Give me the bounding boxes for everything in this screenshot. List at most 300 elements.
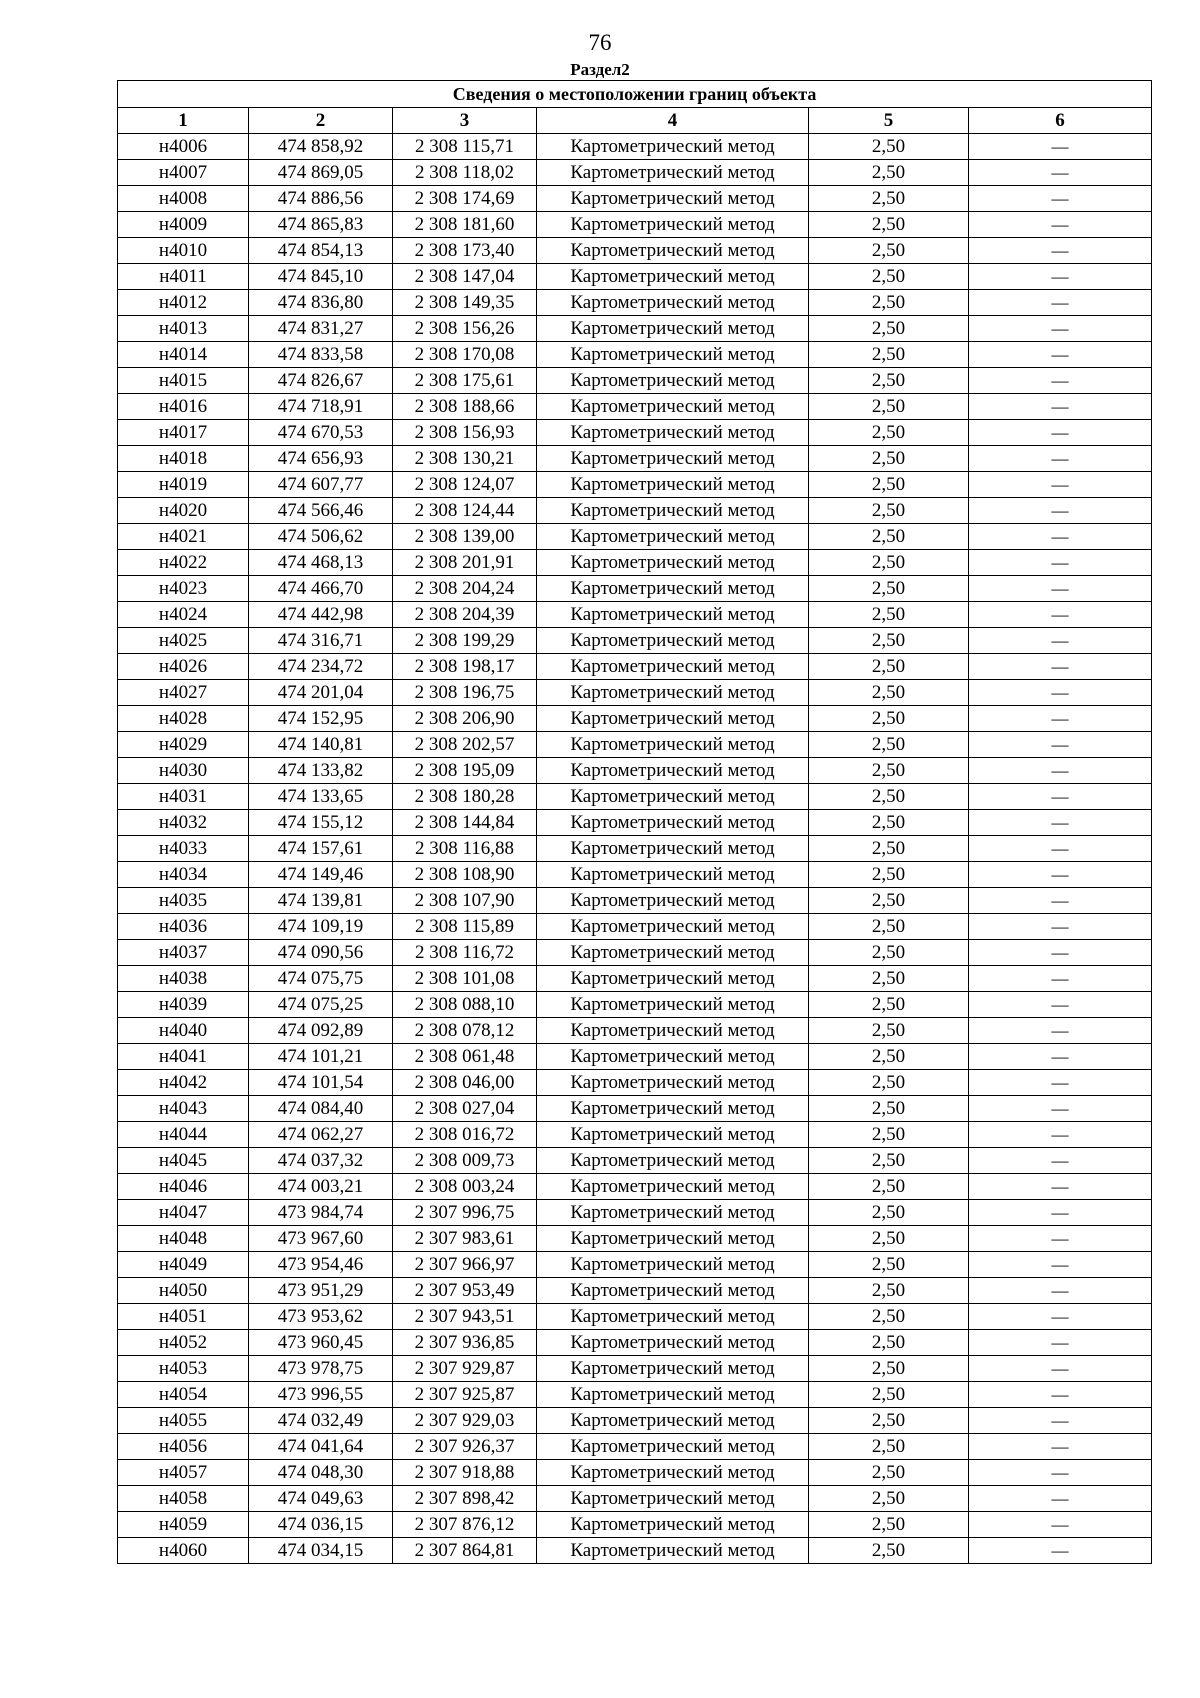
point-id-cell: н4023	[118, 576, 249, 602]
point-id-cell: н4038	[118, 966, 249, 992]
x-coordinate-cell: 474 032,49	[249, 1408, 393, 1434]
table-row	[118, 706, 1152, 732]
method-cell: Картометрический метод	[537, 706, 809, 732]
column-header: 6	[969, 108, 1152, 134]
y-coordinate-cell: 2 308 130,21	[393, 446, 537, 472]
accuracy-cell: 2,50	[809, 992, 969, 1018]
point-id-cell: н4044	[118, 1122, 249, 1148]
table-row	[118, 628, 1152, 654]
y-coordinate-cell: 2 308 174,69	[393, 186, 537, 212]
accuracy-cell: 2,50	[809, 290, 969, 316]
point-id-cell: н4056	[118, 1434, 249, 1460]
point-id-cell: н4042	[118, 1070, 249, 1096]
y-coordinate-cell: 2 307 898,42	[393, 1486, 537, 1512]
point-id-cell: н4028	[118, 706, 249, 732]
method-cell: Картометрический метод	[537, 576, 809, 602]
description-cell: —	[969, 550, 1152, 576]
y-coordinate-cell: 2 308 016,72	[393, 1122, 537, 1148]
description-cell: —	[969, 264, 1152, 290]
description-cell: —	[969, 134, 1152, 160]
x-coordinate-cell: 474 149,46	[249, 862, 393, 888]
method-cell: Картометрический метод	[537, 1044, 809, 1070]
table-row	[118, 992, 1152, 1018]
y-coordinate-cell: 2 308 188,66	[393, 394, 537, 420]
table-row	[118, 1512, 1152, 1538]
method-cell: Картометрический метод	[537, 1408, 809, 1434]
y-coordinate-cell: 2 308 027,04	[393, 1096, 537, 1122]
description-cell: —	[969, 186, 1152, 212]
description-cell: —	[969, 1356, 1152, 1382]
point-id-cell: н4051	[118, 1304, 249, 1330]
y-coordinate-cell: 2 308 144,84	[393, 810, 537, 836]
description-cell: —	[969, 1044, 1152, 1070]
method-cell: Картометрический метод	[537, 732, 809, 758]
table-row	[118, 1252, 1152, 1278]
description-cell: —	[969, 940, 1152, 966]
y-coordinate-cell: 2 308 078,12	[393, 1018, 537, 1044]
x-coordinate-cell: 473 978,75	[249, 1356, 393, 1382]
method-cell: Картометрический метод	[537, 1304, 809, 1330]
point-id-cell: н4008	[118, 186, 249, 212]
description-cell: —	[969, 862, 1152, 888]
y-coordinate-cell: 2 308 149,35	[393, 290, 537, 316]
accuracy-cell: 2,50	[809, 654, 969, 680]
point-id-cell: н4011	[118, 264, 249, 290]
point-id-cell: н4035	[118, 888, 249, 914]
method-cell: Картометрический метод	[537, 342, 809, 368]
method-cell: Картометрический метод	[537, 784, 809, 810]
description-cell: —	[969, 290, 1152, 316]
accuracy-cell: 2,50	[809, 1408, 969, 1434]
accuracy-cell: 2,50	[809, 1070, 969, 1096]
accuracy-cell: 2,50	[809, 368, 969, 394]
description-cell: —	[969, 914, 1152, 940]
accuracy-cell: 2,50	[809, 1096, 969, 1122]
method-cell: Картометрический метод	[537, 810, 809, 836]
accuracy-cell: 2,50	[809, 914, 969, 940]
y-coordinate-cell: 2 307 953,49	[393, 1278, 537, 1304]
x-coordinate-cell: 474 075,75	[249, 966, 393, 992]
point-id-cell: н4021	[118, 524, 249, 550]
table-row	[118, 290, 1152, 316]
y-coordinate-cell: 2 307 925,87	[393, 1382, 537, 1408]
x-coordinate-cell: 474 152,95	[249, 706, 393, 732]
y-coordinate-cell: 2 307 943,51	[393, 1304, 537, 1330]
y-coordinate-cell: 2 308 139,00	[393, 524, 537, 550]
column-header: 4	[537, 108, 809, 134]
y-coordinate-cell: 2 307 983,61	[393, 1226, 537, 1252]
method-cell: Картометрический метод	[537, 992, 809, 1018]
method-cell: Картометрический метод	[537, 368, 809, 394]
description-cell: —	[969, 810, 1152, 836]
y-coordinate-cell: 2 307 929,03	[393, 1408, 537, 1434]
x-coordinate-cell: 474 836,80	[249, 290, 393, 316]
table-row	[118, 914, 1152, 940]
accuracy-cell: 2,50	[809, 966, 969, 992]
table-row	[118, 498, 1152, 524]
description-cell: —	[969, 342, 1152, 368]
accuracy-cell: 2,50	[809, 420, 969, 446]
table-row	[118, 654, 1152, 680]
point-id-cell: н4020	[118, 498, 249, 524]
table-row	[118, 836, 1152, 862]
accuracy-cell: 2,50	[809, 342, 969, 368]
accuracy-cell: 2,50	[809, 758, 969, 784]
y-coordinate-cell: 2 308 206,90	[393, 706, 537, 732]
table-row	[118, 966, 1152, 992]
method-cell: Картометрический метод	[537, 264, 809, 290]
x-coordinate-cell: 474 607,77	[249, 472, 393, 498]
description-cell: —	[969, 524, 1152, 550]
description-cell: —	[969, 602, 1152, 628]
y-coordinate-cell: 2 308 009,73	[393, 1148, 537, 1174]
table-row	[118, 576, 1152, 602]
description-cell: —	[969, 1278, 1152, 1304]
table-row	[118, 888, 1152, 914]
point-id-cell: н4043	[118, 1096, 249, 1122]
x-coordinate-cell: 474 858,92	[249, 134, 393, 160]
accuracy-cell: 2,50	[809, 1434, 969, 1460]
x-coordinate-cell: 474 826,67	[249, 368, 393, 394]
description-cell: —	[969, 1096, 1152, 1122]
description-cell: —	[969, 498, 1152, 524]
y-coordinate-cell: 2 308 181,60	[393, 212, 537, 238]
y-coordinate-cell: 2 308 204,39	[393, 602, 537, 628]
description-cell: —	[969, 836, 1152, 862]
table-row	[118, 1304, 1152, 1330]
description-cell: —	[969, 420, 1152, 446]
y-coordinate-cell: 2 308 108,90	[393, 862, 537, 888]
y-coordinate-cell: 2 308 118,02	[393, 160, 537, 186]
description-cell: —	[969, 758, 1152, 784]
point-id-cell: н4039	[118, 992, 249, 1018]
method-cell: Картометрический метод	[537, 316, 809, 342]
description-cell: —	[969, 160, 1152, 186]
method-cell: Картометрический метод	[537, 654, 809, 680]
point-id-cell: н4032	[118, 810, 249, 836]
description-cell: —	[969, 680, 1152, 706]
description-cell: —	[969, 1486, 1152, 1512]
y-coordinate-cell: 2 308 173,40	[393, 238, 537, 264]
point-id-cell: н4046	[118, 1174, 249, 1200]
y-coordinate-cell: 2 307 929,87	[393, 1356, 537, 1382]
x-coordinate-cell: 474 656,93	[249, 446, 393, 472]
accuracy-cell: 2,50	[809, 784, 969, 810]
table-row	[118, 238, 1152, 264]
description-cell: —	[969, 706, 1152, 732]
accuracy-cell: 2,50	[809, 1252, 969, 1278]
point-id-cell: н4025	[118, 628, 249, 654]
y-coordinate-cell: 2 308 156,93	[393, 420, 537, 446]
table-row	[118, 1148, 1152, 1174]
accuracy-cell: 2,50	[809, 1460, 969, 1486]
description-cell: —	[969, 1174, 1152, 1200]
point-id-cell: н4007	[118, 160, 249, 186]
description-cell: —	[969, 1252, 1152, 1278]
table-row	[118, 472, 1152, 498]
x-coordinate-cell: 474 854,13	[249, 238, 393, 264]
method-cell: Картометрический метод	[537, 1330, 809, 1356]
y-coordinate-cell: 2 308 124,07	[393, 472, 537, 498]
x-coordinate-cell: 474 201,04	[249, 680, 393, 706]
y-coordinate-cell: 2 308 061,48	[393, 1044, 537, 1070]
description-cell: —	[969, 1226, 1152, 1252]
method-cell: Картометрический метод	[537, 446, 809, 472]
table-row	[118, 1226, 1152, 1252]
table-row	[118, 602, 1152, 628]
table-row	[118, 134, 1152, 160]
method-cell: Картометрический метод	[537, 888, 809, 914]
table-row	[118, 420, 1152, 446]
accuracy-cell: 2,50	[809, 732, 969, 758]
y-coordinate-cell: 2 308 201,91	[393, 550, 537, 576]
method-cell: Картометрический метод	[537, 550, 809, 576]
point-id-cell: н4024	[118, 602, 249, 628]
accuracy-cell: 2,50	[809, 134, 969, 160]
method-cell: Картометрический метод	[537, 836, 809, 862]
method-cell: Картометрический метод	[537, 1512, 809, 1538]
y-coordinate-cell: 2 307 966,97	[393, 1252, 537, 1278]
method-cell: Картометрический метод	[537, 862, 809, 888]
y-coordinate-cell: 2 307 918,88	[393, 1460, 537, 1486]
page-number: 76	[588, 30, 612, 55]
x-coordinate-cell: 473 951,29	[249, 1278, 393, 1304]
column-header: 3	[393, 108, 537, 134]
x-coordinate-cell: 474 101,21	[249, 1044, 393, 1070]
x-coordinate-cell: 474 466,70	[249, 576, 393, 602]
description-cell: —	[969, 654, 1152, 680]
x-coordinate-cell: 474 133,82	[249, 758, 393, 784]
accuracy-cell: 2,50	[809, 1148, 969, 1174]
description-cell: —	[969, 1382, 1152, 1408]
accuracy-cell: 2,50	[809, 602, 969, 628]
method-cell: Картометрический метод	[537, 1226, 809, 1252]
point-id-cell: н4037	[118, 940, 249, 966]
method-cell: Картометрический метод	[537, 628, 809, 654]
point-id-cell: н4030	[118, 758, 249, 784]
point-id-cell: н4019	[118, 472, 249, 498]
y-coordinate-cell: 2 308 116,72	[393, 940, 537, 966]
accuracy-cell: 2,50	[809, 1278, 969, 1304]
y-coordinate-cell: 2 307 996,75	[393, 1200, 537, 1226]
method-cell: Картометрический метод	[537, 940, 809, 966]
x-coordinate-cell: 474 084,40	[249, 1096, 393, 1122]
point-id-cell: н4012	[118, 290, 249, 316]
description-cell: —	[969, 732, 1152, 758]
accuracy-cell: 2,50	[809, 628, 969, 654]
table-row	[118, 1434, 1152, 1460]
description-cell: —	[969, 1538, 1152, 1564]
accuracy-cell: 2,50	[809, 1382, 969, 1408]
accuracy-cell: 2,50	[809, 394, 969, 420]
x-coordinate-cell: 474 833,58	[249, 342, 393, 368]
description-cell: —	[969, 1512, 1152, 1538]
y-coordinate-cell: 2 308 196,75	[393, 680, 537, 706]
accuracy-cell: 2,50	[809, 706, 969, 732]
description-cell: —	[969, 394, 1152, 420]
accuracy-cell: 2,50	[809, 1304, 969, 1330]
point-id-cell: н4017	[118, 420, 249, 446]
method-cell: Картометрический метод	[537, 1070, 809, 1096]
table-row	[118, 1122, 1152, 1148]
description-cell: —	[969, 992, 1152, 1018]
table-row	[118, 1200, 1152, 1226]
point-id-cell: н4029	[118, 732, 249, 758]
method-cell: Картометрический метод	[537, 1096, 809, 1122]
x-coordinate-cell: 474 865,83	[249, 212, 393, 238]
accuracy-cell: 2,50	[809, 160, 969, 186]
method-cell: Картометрический метод	[537, 524, 809, 550]
accuracy-cell: 2,50	[809, 186, 969, 212]
table-row	[118, 264, 1152, 290]
x-coordinate-cell: 474 101,54	[249, 1070, 393, 1096]
point-id-cell: н4006	[118, 134, 249, 160]
y-coordinate-cell: 2 307 926,37	[393, 1434, 537, 1460]
accuracy-cell: 2,50	[809, 264, 969, 290]
accuracy-cell: 2,50	[809, 550, 969, 576]
x-coordinate-cell: 474 003,21	[249, 1174, 393, 1200]
point-id-cell: н4015	[118, 368, 249, 394]
y-coordinate-cell: 2 308 204,24	[393, 576, 537, 602]
description-cell: —	[969, 1408, 1152, 1434]
accuracy-cell: 2,50	[809, 1174, 969, 1200]
x-coordinate-cell: 474 566,46	[249, 498, 393, 524]
table-row	[118, 1096, 1152, 1122]
description-cell: —	[969, 1148, 1152, 1174]
description-cell: —	[969, 446, 1152, 472]
x-coordinate-cell: 474 869,05	[249, 160, 393, 186]
accuracy-cell: 2,50	[809, 1122, 969, 1148]
method-cell: Картометрический метод	[537, 1356, 809, 1382]
description-cell: —	[969, 888, 1152, 914]
method-cell: Картометрический метод	[537, 1538, 809, 1564]
x-coordinate-cell: 474 075,25	[249, 992, 393, 1018]
x-coordinate-cell: 473 954,46	[249, 1252, 393, 1278]
accuracy-cell: 2,50	[809, 472, 969, 498]
description-cell: —	[969, 1070, 1152, 1096]
accuracy-cell: 2,50	[809, 498, 969, 524]
description-cell: —	[969, 212, 1152, 238]
table-row	[118, 1486, 1152, 1512]
y-coordinate-cell: 2 308 202,57	[393, 732, 537, 758]
y-coordinate-cell: 2 308 115,71	[393, 134, 537, 160]
method-cell: Картометрический метод	[537, 420, 809, 446]
y-coordinate-cell: 2 308 175,61	[393, 368, 537, 394]
x-coordinate-cell: 474 845,10	[249, 264, 393, 290]
method-cell: Картометрический метод	[537, 1200, 809, 1226]
table-row	[118, 524, 1152, 550]
accuracy-cell: 2,50	[809, 836, 969, 862]
description-cell: —	[969, 472, 1152, 498]
description-cell: —	[969, 966, 1152, 992]
x-coordinate-cell: 474 831,27	[249, 316, 393, 342]
accuracy-cell: 2,50	[809, 1226, 969, 1252]
table-body	[118, 134, 1152, 1564]
x-coordinate-cell: 474 234,72	[249, 654, 393, 680]
x-coordinate-cell: 474 468,13	[249, 550, 393, 576]
accuracy-cell: 2,50	[809, 1018, 969, 1044]
point-id-cell: н4031	[118, 784, 249, 810]
point-id-cell: н4057	[118, 1460, 249, 1486]
x-coordinate-cell: 473 960,45	[249, 1330, 393, 1356]
column-header: 5	[809, 108, 969, 134]
description-cell: —	[969, 1434, 1152, 1460]
table-row	[118, 212, 1152, 238]
x-coordinate-cell: 474 139,81	[249, 888, 393, 914]
x-coordinate-cell: 474 090,56	[249, 940, 393, 966]
table-row	[118, 1278, 1152, 1304]
table-row	[118, 862, 1152, 888]
table-row	[118, 1538, 1152, 1564]
method-cell: Картометрический метод	[537, 966, 809, 992]
description-cell: —	[969, 1304, 1152, 1330]
table-row	[118, 1070, 1152, 1096]
y-coordinate-cell: 2 308 101,08	[393, 966, 537, 992]
table-row	[118, 1356, 1152, 1382]
point-id-cell: н4059	[118, 1512, 249, 1538]
point-id-cell: н4060	[118, 1538, 249, 1564]
table-row	[118, 1330, 1152, 1356]
table-row	[118, 550, 1152, 576]
point-id-cell: н4049	[118, 1252, 249, 1278]
point-id-cell: н4009	[118, 212, 249, 238]
x-coordinate-cell: 473 996,55	[249, 1382, 393, 1408]
x-coordinate-cell: 474 034,15	[249, 1538, 393, 1564]
method-cell: Картометрический метод	[537, 1148, 809, 1174]
table-row	[118, 784, 1152, 810]
table-row	[118, 732, 1152, 758]
point-id-cell: н4048	[118, 1226, 249, 1252]
method-cell: Картометрический метод	[537, 1434, 809, 1460]
accuracy-cell: 2,50	[809, 680, 969, 706]
x-coordinate-cell: 474 506,62	[249, 524, 393, 550]
accuracy-cell: 2,50	[809, 1330, 969, 1356]
point-id-cell: н4027	[118, 680, 249, 706]
y-coordinate-cell: 2 308 180,28	[393, 784, 537, 810]
table-caption: Сведения о местоположении границ объекта	[118, 81, 1152, 108]
x-coordinate-cell: 474 048,30	[249, 1460, 393, 1486]
method-cell: Картометрический метод	[537, 472, 809, 498]
point-id-cell: н4026	[118, 654, 249, 680]
y-coordinate-cell: 2 307 864,81	[393, 1538, 537, 1564]
x-coordinate-cell: 474 133,65	[249, 784, 393, 810]
description-cell: —	[969, 1460, 1152, 1486]
accuracy-cell: 2,50	[809, 316, 969, 342]
accuracy-cell: 2,50	[809, 446, 969, 472]
point-id-cell: н4013	[118, 316, 249, 342]
y-coordinate-cell: 2 308 156,26	[393, 316, 537, 342]
method-cell: Картометрический метод	[537, 238, 809, 264]
point-id-cell: н4036	[118, 914, 249, 940]
boundary-points-table	[117, 80, 1152, 1564]
table-row	[118, 810, 1152, 836]
accuracy-cell: 2,50	[809, 524, 969, 550]
method-cell: Картометрический метод	[537, 394, 809, 420]
description-cell: —	[969, 576, 1152, 602]
accuracy-cell: 2,50	[809, 576, 969, 602]
y-coordinate-cell: 2 308 115,89	[393, 914, 537, 940]
x-coordinate-cell: 474 886,56	[249, 186, 393, 212]
table-row	[118, 160, 1152, 186]
point-id-cell: н4053	[118, 1356, 249, 1382]
point-id-cell: н4052	[118, 1330, 249, 1356]
x-coordinate-cell: 474 442,98	[249, 602, 393, 628]
y-coordinate-cell: 2 307 876,12	[393, 1512, 537, 1538]
method-cell: Картометрический метод	[537, 914, 809, 940]
y-coordinate-cell: 2 308 107,90	[393, 888, 537, 914]
table-row	[118, 368, 1152, 394]
point-id-cell: н4058	[118, 1486, 249, 1512]
